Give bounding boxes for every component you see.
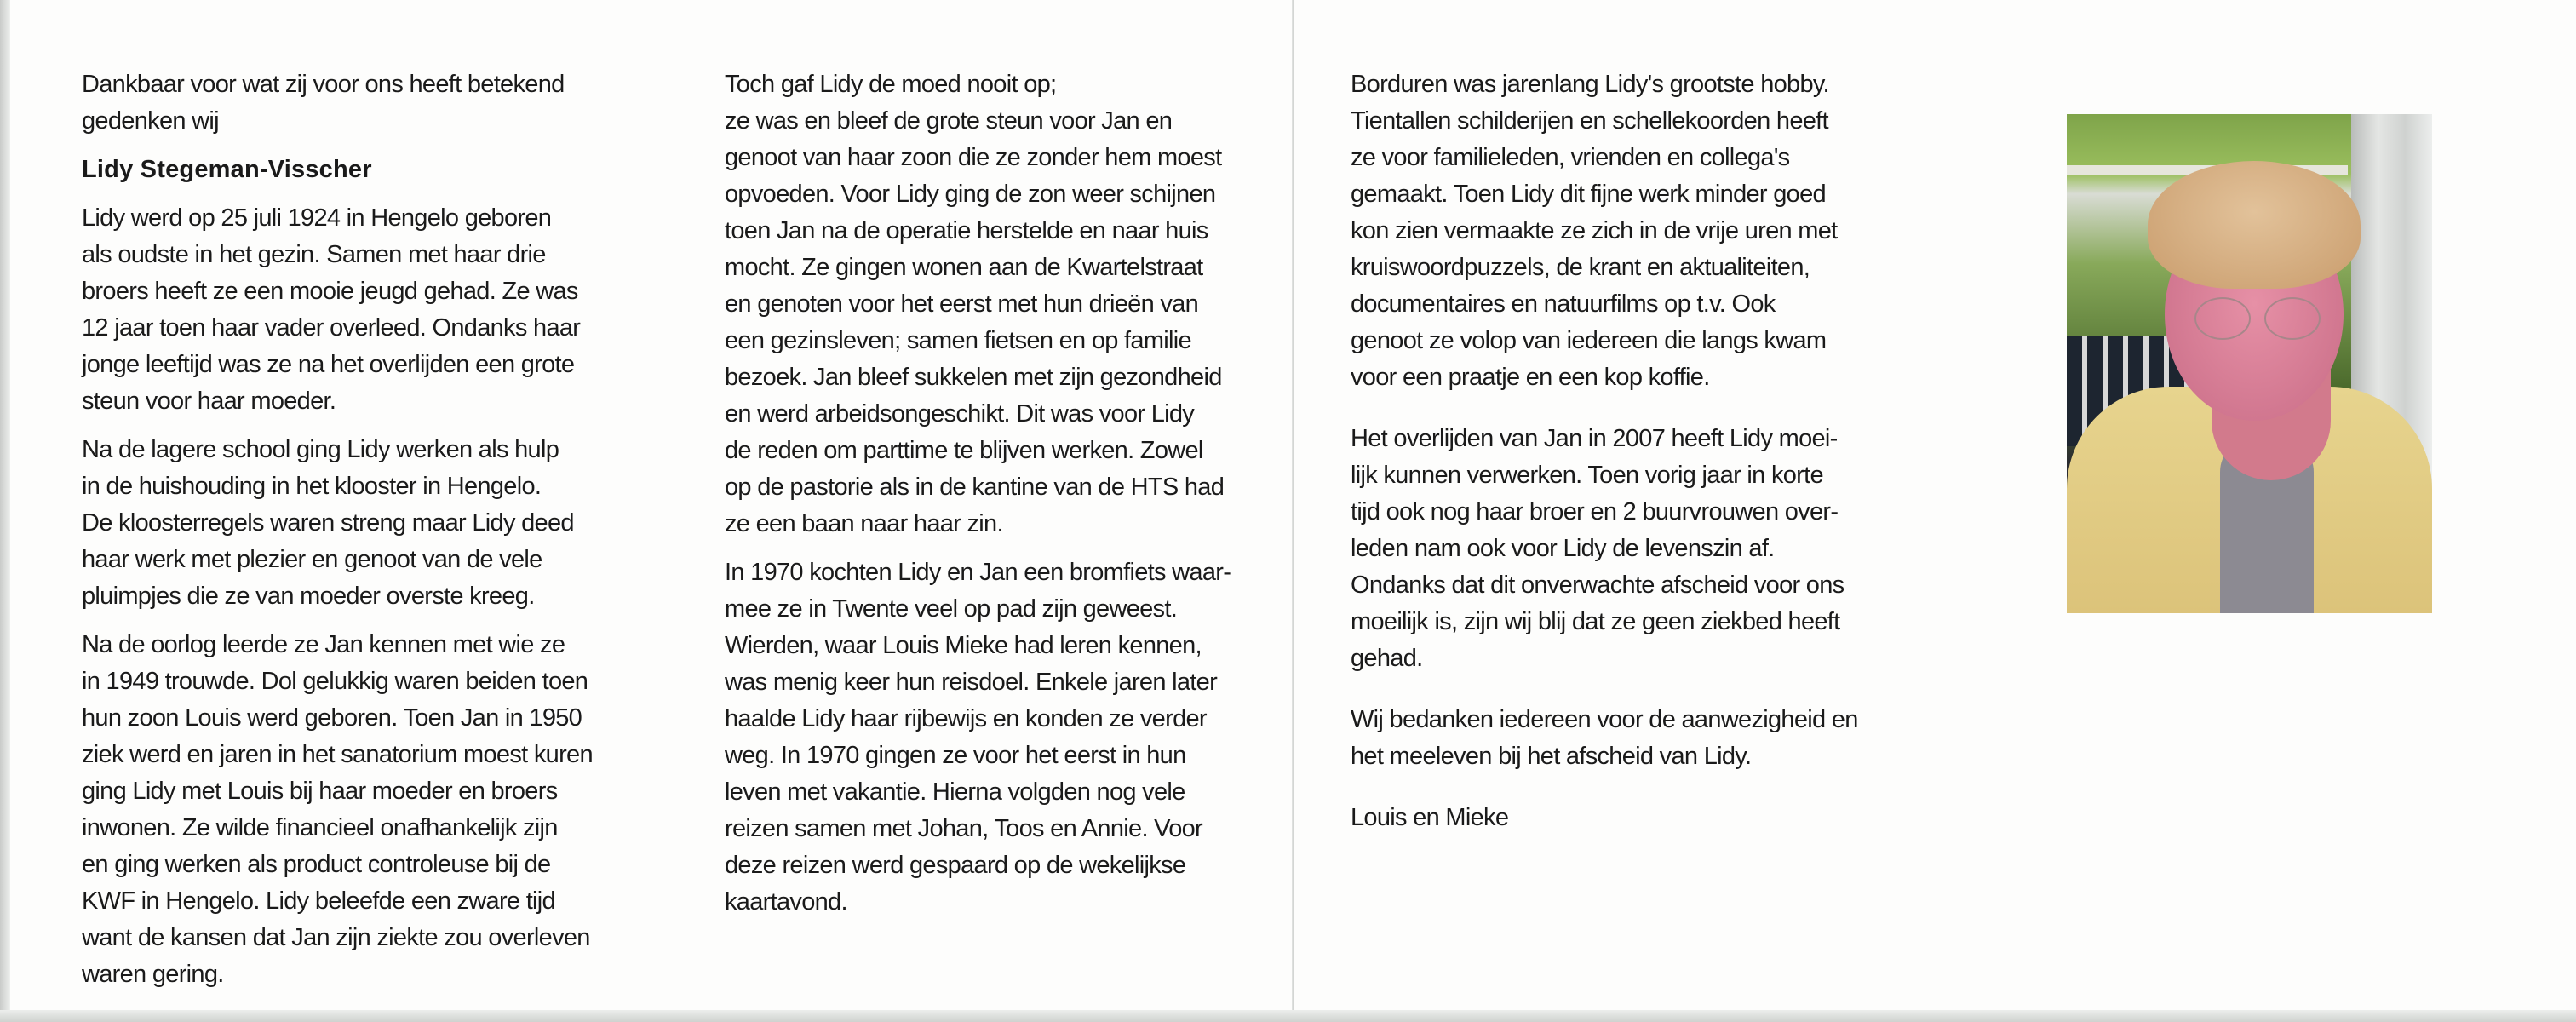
text-line: steun voor haar moeder.: [82, 388, 336, 415]
text-line: tijd ook nog haar broer en 2 buurvrouwen over-: [1351, 498, 1839, 525]
text-line: ze voor familieleden, vrienden en collega's: [1351, 144, 1790, 171]
text-line: ze was en bleef de grote steun voor Jan en: [725, 107, 1173, 135]
paragraph: [1351, 421, 1858, 677]
text-line: leden nam ook voor Lidy de levenszin af.: [1351, 535, 1775, 562]
text-line: Het overlijden van Jan in 2007 heeft Lidy moei-: [1351, 425, 1838, 452]
paragraph: [82, 627, 593, 993]
text-line: Toch gaf Lidy de moed nooit op;: [725, 71, 1057, 98]
text-line: en werd arbeidsongeschikt. Dit was voor Lidy: [725, 400, 1195, 428]
paragraph: [82, 200, 593, 420]
text-line: haar werk met plezier en genoot van de vele: [82, 546, 542, 573]
scan-edge-left: [0, 0, 10, 1022]
deceased-name-block: [82, 152, 593, 188]
middle-column: [725, 66, 1231, 933]
text-line: en genoten voor het eerst met hun drieën van: [725, 290, 1199, 318]
text-line: inwonen. Ze wilde financieel onafhankelijk zijn: [82, 814, 558, 841]
text-line: Wierden, waar Louis Mieke had leren kennen,: [725, 632, 1202, 659]
paragraph: [725, 554, 1231, 921]
text-line: genoot van haar zoon die ze zonder hem moest: [725, 144, 1222, 171]
intro: [82, 66, 593, 140]
text-line: mocht. Ze gingen wonen aan de Kwartelstraat: [725, 254, 1203, 281]
text-line: als oudste in het gezin. Samen met haar drie: [82, 241, 546, 268]
deceased-name: Lidy Stegeman-Visscher: [82, 156, 372, 183]
text-line: ze een baan naar haar zin.: [725, 510, 1003, 537]
text-line: Na de oorlog leerde ze Jan kennen met wie ze: [82, 631, 565, 658]
text-line: kruiswoordpuzzels, de krant en aktualiteiten,: [1351, 254, 1810, 281]
text-line: in de huishouding in het klooster in Hengelo.: [82, 473, 542, 500]
text-line: opvoeden. Voor Lidy ging de zon weer schijnen: [725, 181, 1216, 208]
text-line: bezoek. Jan bleef sukkelen met zijn gezondheid: [725, 364, 1222, 391]
paragraph: [1351, 66, 1858, 396]
text-line: weg. In 1970 gingen ze voor het eerst in hun: [725, 742, 1186, 769]
text-line: Wij bedanken iedereen voor de aanwezigheid en: [1351, 706, 1858, 733]
text-line: ziek werd en jaren in het sanatorium moest kuren: [82, 741, 593, 768]
text-line: was menig keer hun reisdoel. Enkele jaren later: [725, 669, 1218, 696]
intro-line: Dankbaar voor wat zij voor ons heeft betekend: [82, 71, 565, 98]
text-line: deze reizen werd gespaard op de wekelijkse: [725, 852, 1186, 879]
text-line: Lidy werd op 25 juli 1924 in Hengelo geboren: [82, 204, 552, 232]
text-line: het meeleven bij het afscheid van Lidy.: [1351, 743, 1752, 770]
text-line: kaartavond.: [725, 888, 847, 916]
text-line: haalde Lidy haar rijbewijs en konden ze verder: [725, 705, 1207, 732]
text-line: Ondanks dat dit onverwachte afscheid voor ons: [1351, 571, 1845, 599]
text-line: broers heeft ze een mooie jeugd gehad. Ze was: [82, 278, 578, 305]
text-line: lijk kunnen verwerken. Toen vorig jaar in korte: [1351, 462, 1823, 489]
text-line: 12 jaar toen haar vader overleed. Ondanks haar: [82, 314, 581, 342]
text-line: de reden om parttime te blijven werken. Zowel: [725, 437, 1203, 464]
text-line: een gezinsleven; samen fietsen en op familie: [725, 327, 1191, 354]
card-fold: [1292, 0, 1294, 1022]
text-line: Louis en Mieke: [1351, 804, 1509, 831]
scan-edge-bottom: [0, 1010, 2576, 1022]
paragraph: [1351, 800, 1858, 836]
intro-line: gedenken wij: [82, 107, 219, 135]
text-line: ging Lidy met Louis bij haar moeder en broers: [82, 778, 558, 805]
right-column: [1351, 66, 1858, 848]
text-line: moeilijk is, zijn wij blij dat ze geen ziekbed heeft: [1351, 608, 1840, 635]
text-line: Na de lagere school ging Lidy werken als hulp: [82, 436, 559, 463]
text-line: jonge leeftijd was ze na het overlijden een grote: [82, 351, 575, 378]
text-line: In 1970 kochten Lidy en Jan een bromfiets waar-: [725, 559, 1231, 586]
photo-hair: [2148, 161, 2361, 289]
text-line: leven met vakantie. Hierna volgden nog vele: [725, 778, 1185, 806]
text-line: documentaires en natuurfilms op t.v. Ook: [1351, 290, 1776, 318]
portrait-photo: [2067, 114, 2432, 613]
text-line: KWF in Hengelo. Lidy beleefde een zware tijd: [82, 887, 555, 915]
text-line: reizen samen met Johan, Toos en Annie. Voor: [725, 815, 1203, 842]
text-line: toen Jan na de operatie herstelde en naar huis: [725, 217, 1208, 244]
paragraph: [1351, 702, 1858, 775]
text-line: pluimpjes die ze van moeder overste kreeg.: [82, 583, 535, 610]
text-line: en ging werken als product controleuse bij de: [82, 851, 551, 878]
text-line: genoot ze volop van iedereen die langs kwam: [1351, 327, 1827, 354]
text-line: want de kansen dat Jan zijn ziekte zou overleven: [82, 924, 590, 951]
text-line: waren gering.: [82, 961, 224, 988]
text-line: De kloosterregels waren streng maar Lidy deed: [82, 509, 574, 537]
text-line: mee ze in Twente veel op pad zijn geweest.: [725, 595, 1178, 623]
text-line: in 1949 trouwde. Dol gelukkig waren beiden toen: [82, 668, 588, 695]
photo-glasses: [2194, 297, 2322, 340]
paragraph: [725, 66, 1231, 543]
text-line: Borduren was jarenlang Lidy's grootste hobby.: [1351, 71, 1829, 98]
text-line: gehad.: [1351, 645, 1423, 672]
text-line: voor een praatje en een kop koffie.: [1351, 364, 1710, 391]
text-line: Tientallen schilderijen en schellekoorden heeft: [1351, 107, 1828, 135]
text-line: op de pastorie als in de kantine van de HTS had: [725, 474, 1225, 501]
text-line: hun zoon Louis werd geboren. Toen Jan in 1950: [82, 704, 582, 732]
paragraph: [82, 432, 593, 615]
left-column: [82, 66, 593, 1005]
text-line: kon zien vermaakte ze zich in de vrije uren met: [1351, 217, 1838, 244]
text-line: gemaakt. Toen Lidy dit fijne werk minder goed: [1351, 181, 1826, 208]
